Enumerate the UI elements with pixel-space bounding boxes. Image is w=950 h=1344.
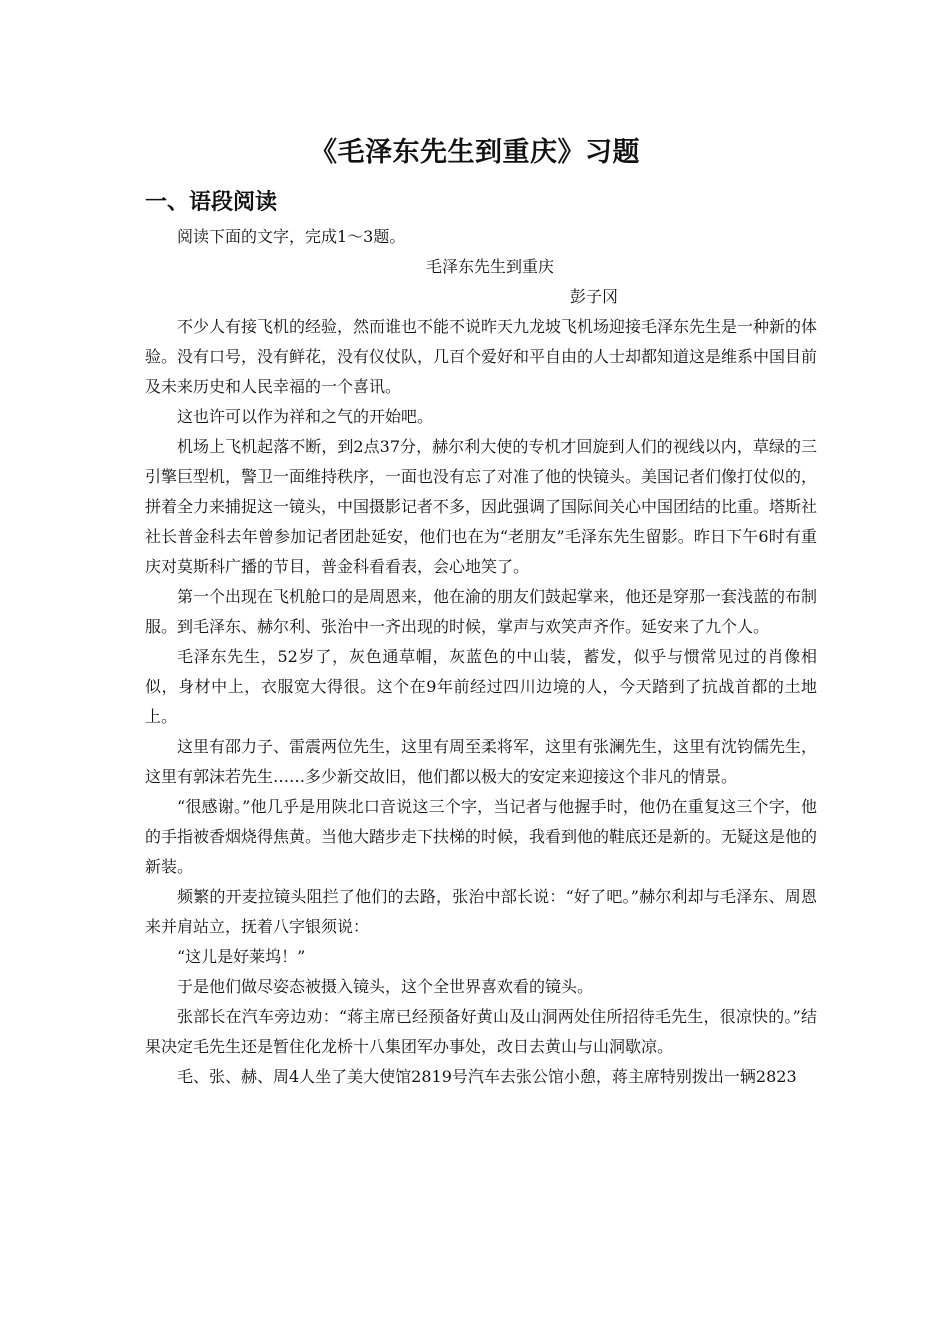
instruction-text: 阅读下面的文字，完成1～3题。: [177, 227, 406, 246]
paragraph: 频繁的开麦拉镜头阻拦了他们的去路，张治中部长说：“好了吧。”赫尔利却与毛泽东、周恩来并肩站立，抚着八字银须说：: [145, 887, 817, 936]
paragraph: 毛泽东先生，52岁了，灰色通草帽，灰蓝色的中山装，蓄发，似乎与惯常见过的肖像相似，身材中上，衣服宽大得很。这个在9年前经过四川边境的人，今天踏到了抗战首都的土地上。: [145, 647, 817, 726]
article-title: 毛泽东先生到重庆: [425, 257, 554, 276]
paragraph: 第一个出现在飞机舱口的是周恩来，他在渝的朋友们鼓起掌来，他还是穿那一套浅蓝的布制服。到毛泽东、赫尔利、张治中一齐出现的时候，掌声与欢笑声齐作。延安来了九个人。: [145, 587, 818, 636]
paragraph: 毛、张、赫、周4人坐了美大使馆2819号汽车去张公馆小憩，蒋主席特别拨出一辆2823: [177, 1067, 797, 1086]
paragraph: 这里有邵力子、雷震两位先生，这里有周至柔将军，这里有张澜先生，这里有沈钧儒先生，这里有郭沫若先生……多少新交故旧，他们都以极大的安定来迎接这个非凡的情景。: [145, 737, 818, 786]
paragraph: “很感谢。”他几乎是用陕北口音说这三个字，当记者与他握手时，他仍在重复这三个字，他的手指被香烟烧得焦黄。当他大踏步走下扶梯的时候，我看到他的鞋底还是新的。无疑这是他的新装。: [145, 797, 818, 876]
article-author: 彭子冈: [570, 287, 619, 306]
paragraph: 不少人有接飞机的经验，然而谁也不能不说昨天九龙坡飞机场迎接毛泽东先生是一种新的体验。没有口号，没有鲜花，没有仪仗队，几百个爱好和平自由的人士却都知道这是维系中国目前及未来历史和人民幸福的一个喜讯。: [145, 317, 818, 396]
section-heading: 一、语段阅读: [145, 190, 278, 215]
paragraph: “这儿是好莱坞！”: [177, 947, 306, 966]
paragraph: 张部长在汽车旁边劝：“蒋主席已经预备好黄山及山洞两处住所招待毛先生，很凉快的。”结果决定毛先生还是暂住化龙桥十八集团军办事处，改日去黄山与山洞歇凉。: [145, 1007, 817, 1056]
paragraph: 这也许可以作为祥和之气的开始吧。: [177, 407, 434, 426]
paragraph: 机场上飞机起落不断，到2点37分，赫尔利大使的专机才回旋到人们的视线以内，草绿的三引擎巨型机，警卫一面维持秩序，一面也没有忘了对准了他的快镜头。美国记者们像打仗似的，拼着全力来捕捉这一镜头，中国摄影记者不多，因此强调了国际间关心中国团结的比重。塔斯社社长普金科去年曾参加记者团赴延安，他们也在为“老朋友”毛泽东先生留影。昨日下午6时有重庆对莫斯科广播的节目，普金科看看表，会心地笑了。: [145, 437, 818, 576]
body-text: [145, 222, 817, 1092]
document-title: 《毛泽东先生到重庆》习题: [310, 137, 640, 168]
paragraph: 于是他们做尽姿态被摄入镜头，这个全世界喜欢看的镜头。: [177, 977, 594, 996]
